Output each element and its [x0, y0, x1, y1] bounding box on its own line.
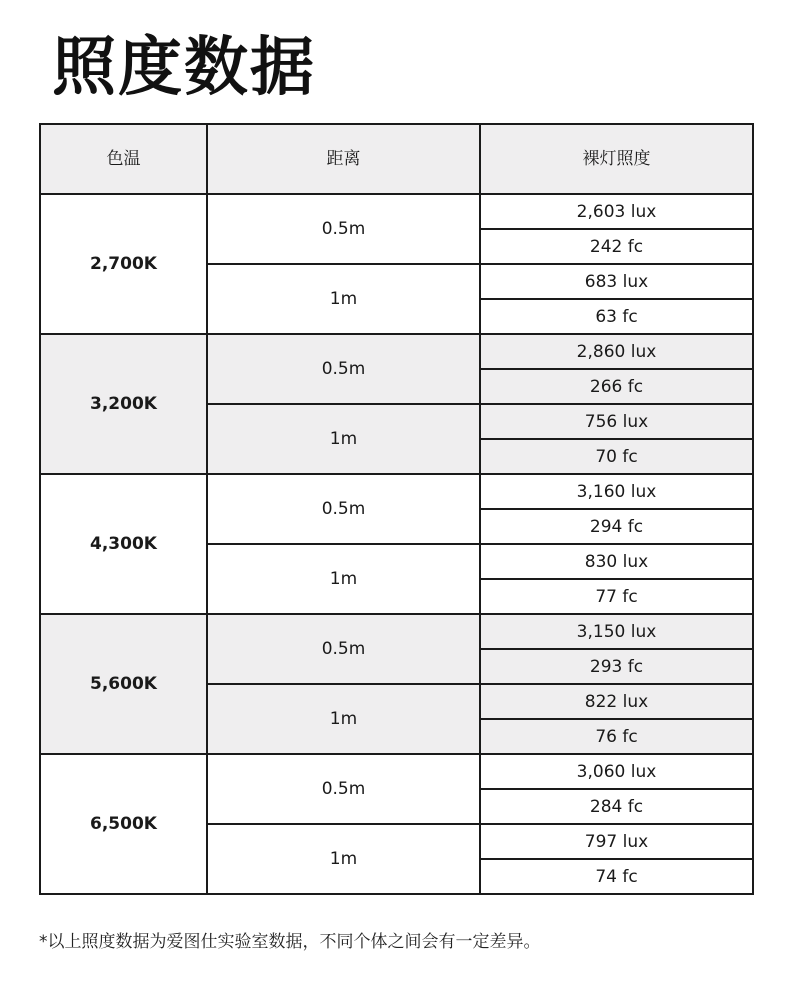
distance-cell: 0.5m [207, 474, 480, 544]
fc-cell: 293 fc [480, 649, 753, 684]
distance-cell: 0.5m [207, 754, 480, 824]
table-row [40, 474, 753, 509]
table-header-row [40, 124, 753, 194]
header-illuminance: 裸灯照度 [480, 124, 753, 194]
lux-cell: 683 lux [480, 264, 753, 299]
distance-cell: 0.5m [207, 334, 480, 404]
distance-cell: 1m [207, 404, 480, 474]
temperature-cell: 3,200K [40, 334, 207, 474]
temperature-cell: 2,700K [40, 194, 207, 334]
lux-cell: 2,860 lux [480, 334, 753, 369]
lux-cell: 756 lux [480, 404, 753, 439]
illuminance-table [39, 123, 754, 895]
lux-cell: 797 lux [480, 824, 753, 859]
fc-cell: 70 fc [480, 439, 753, 474]
fc-cell: 294 fc [480, 509, 753, 544]
table-row [40, 754, 753, 789]
header-distance: 距离 [207, 124, 480, 194]
lux-cell: 830 lux [480, 544, 753, 579]
lux-cell: 3,160 lux [480, 474, 753, 509]
table-row [40, 334, 753, 369]
distance-cell: 1m [207, 264, 480, 334]
temperature-cell: 6,500K [40, 754, 207, 894]
lux-cell: 3,150 lux [480, 614, 753, 649]
fc-cell: 63 fc [480, 299, 753, 334]
fc-cell: 77 fc [480, 579, 753, 614]
distance-cell: 1m [207, 544, 480, 614]
lux-cell: 3,060 lux [480, 754, 753, 789]
lux-cell: 822 lux [480, 684, 753, 719]
fc-cell: 266 fc [480, 369, 753, 404]
fc-cell: 242 fc [480, 229, 753, 264]
lux-cell: 2,603 lux [480, 194, 753, 229]
fc-cell: 76 fc [480, 719, 753, 754]
distance-cell: 1m [207, 824, 480, 894]
distance-cell: 0.5m [207, 614, 480, 684]
header-temperature: 色温 [40, 124, 207, 194]
footnote: *以上照度数据为爱图仕实验室数据，不同个体之间会有一定差异。 [39, 932, 541, 952]
distance-cell: 1m [207, 684, 480, 754]
table-row [40, 614, 753, 649]
fc-cell: 284 fc [480, 789, 753, 824]
temperature-cell: 4,300K [40, 474, 207, 614]
distance-cell: 0.5m [207, 194, 480, 264]
fc-cell: 74 fc [480, 859, 753, 894]
temperature-cell: 5,600K [40, 614, 207, 754]
table-row [40, 194, 753, 229]
page-title: 照度数据 [52, 31, 316, 105]
